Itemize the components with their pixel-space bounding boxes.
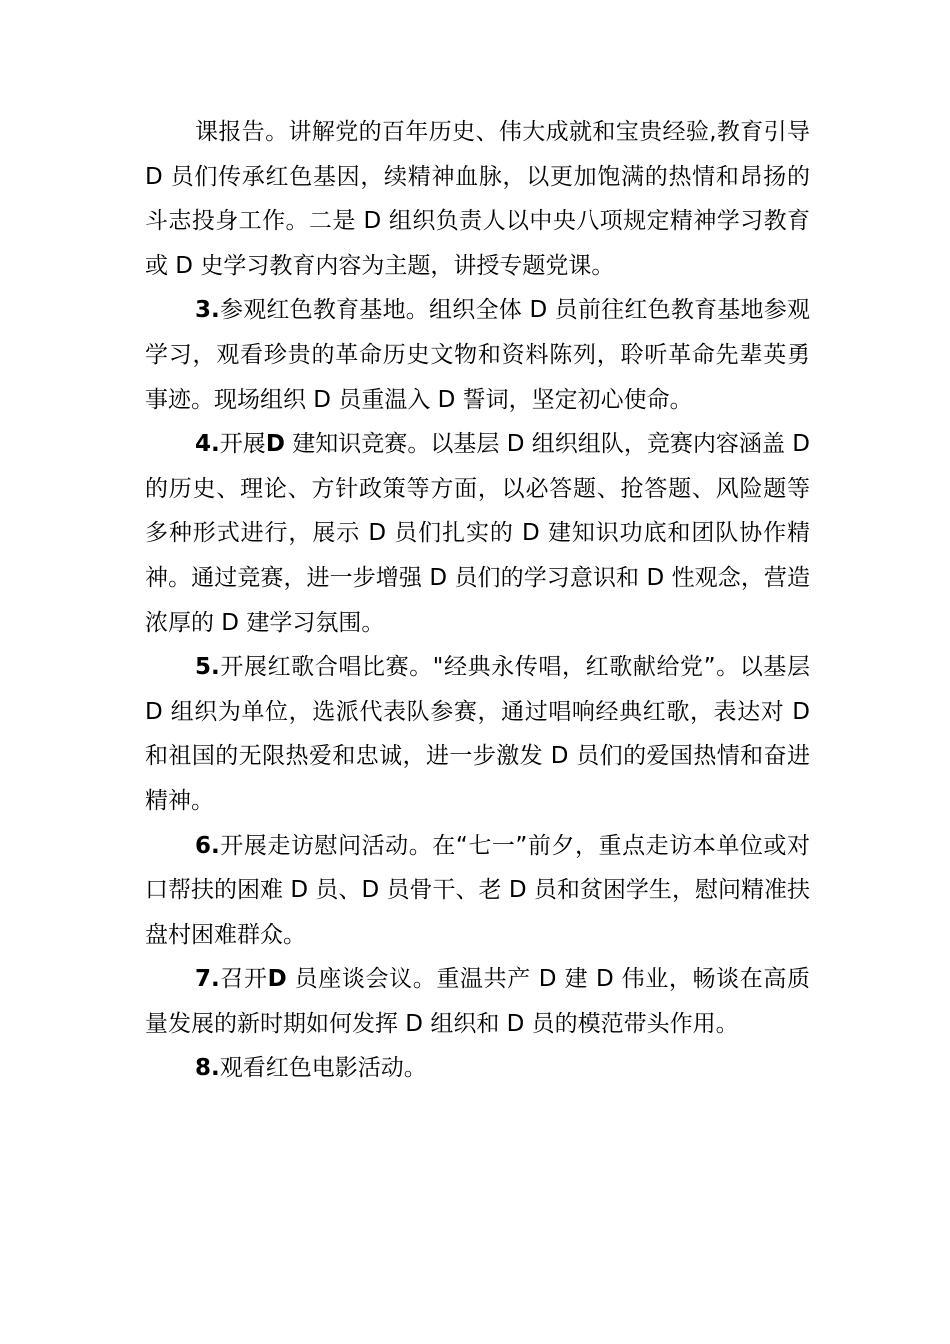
- paragraph-text: 课报告。讲解党的百年历史、伟大成就和宝贵经验,教育引导 D 员们传承红色基因，续精神血脉，以更加饱满的热情和昂扬的斗志投身工作。二是 D 组织负责人以中央八项规定精神学习教育或 D 史学习教育内容为主题，讲授专题党课。: [145, 119, 810, 279]
- item-number: 6.: [195, 832, 220, 859]
- paragraph-text: 开展红歌合唱比赛。"经典永传唱，红歌献给党”。以基层 D 组织为单位，选派代表队参赛，通过唱响经典红歌，表达对 D 和祖国的无限热爱和忠诚，进一步激发 D 员们的爱国热情和奋进精神。: [145, 654, 810, 814]
- paragraph-text: 员座谈会议。重温共产 D 建 D 伟业，畅谈在高质量发展的新时期如何发挥 D 组织和 D 员的模范带头作用。: [145, 966, 811, 1037]
- bold-letter: D: [267, 966, 287, 993]
- paragraph-item-7: [145, 957, 810, 1046]
- paragraph-item-8: [145, 1046, 810, 1091]
- paragraph-text: 观看红色电影活动。: [219, 1055, 427, 1082]
- paragraph-item-5: [145, 645, 810, 823]
- bold-letter: D: [265, 431, 285, 458]
- item-number: 5.: [195, 654, 220, 681]
- paragraph-lead: 开展: [219, 431, 266, 458]
- item-number: 4.: [195, 431, 220, 458]
- document-body: [145, 110, 810, 1091]
- paragraph-item-6: [145, 824, 810, 958]
- paragraph-text: 参观红色教育基地。组织全体 D 员前往红色教育基地参观学习，观看珍贵的革命历史文物和资料陈列，聆听革命先辈英勇事迹。现场组织 D 员重温入 D 誓词，坚定初心使命。: [145, 297, 810, 413]
- paragraph-party-lecture: [145, 110, 810, 288]
- paragraph-text: 开展走访慰问活动。在“七一”前夕，重点走访本单位或对口帮扶的困难 D 员、D 员骨干、老 D 员和贫困学生，慰问精准扶盘村困难群众。: [145, 832, 810, 948]
- paragraph-text: 建知识竞赛。以基层 D 组织组队，竞赛内容涵盖 D 的历史、理论、方针政策等方面，以必答题、抢答题、风险题等多种形式进行，展示 D 员们扎实的 D 建知识功底和团队协作精神。通过竞赛，进一步增强 D 员们的学习意识和 D 性观念，营造浓厚的 D 建学习氛围。: [145, 431, 811, 636]
- paragraph-lead: 召开: [219, 966, 268, 993]
- paragraph-item-3: [145, 288, 810, 422]
- item-number: 7.: [195, 966, 220, 993]
- item-number: 3.: [195, 297, 220, 324]
- paragraph-item-4: [145, 422, 810, 645]
- item-number: 8.: [195, 1055, 220, 1082]
